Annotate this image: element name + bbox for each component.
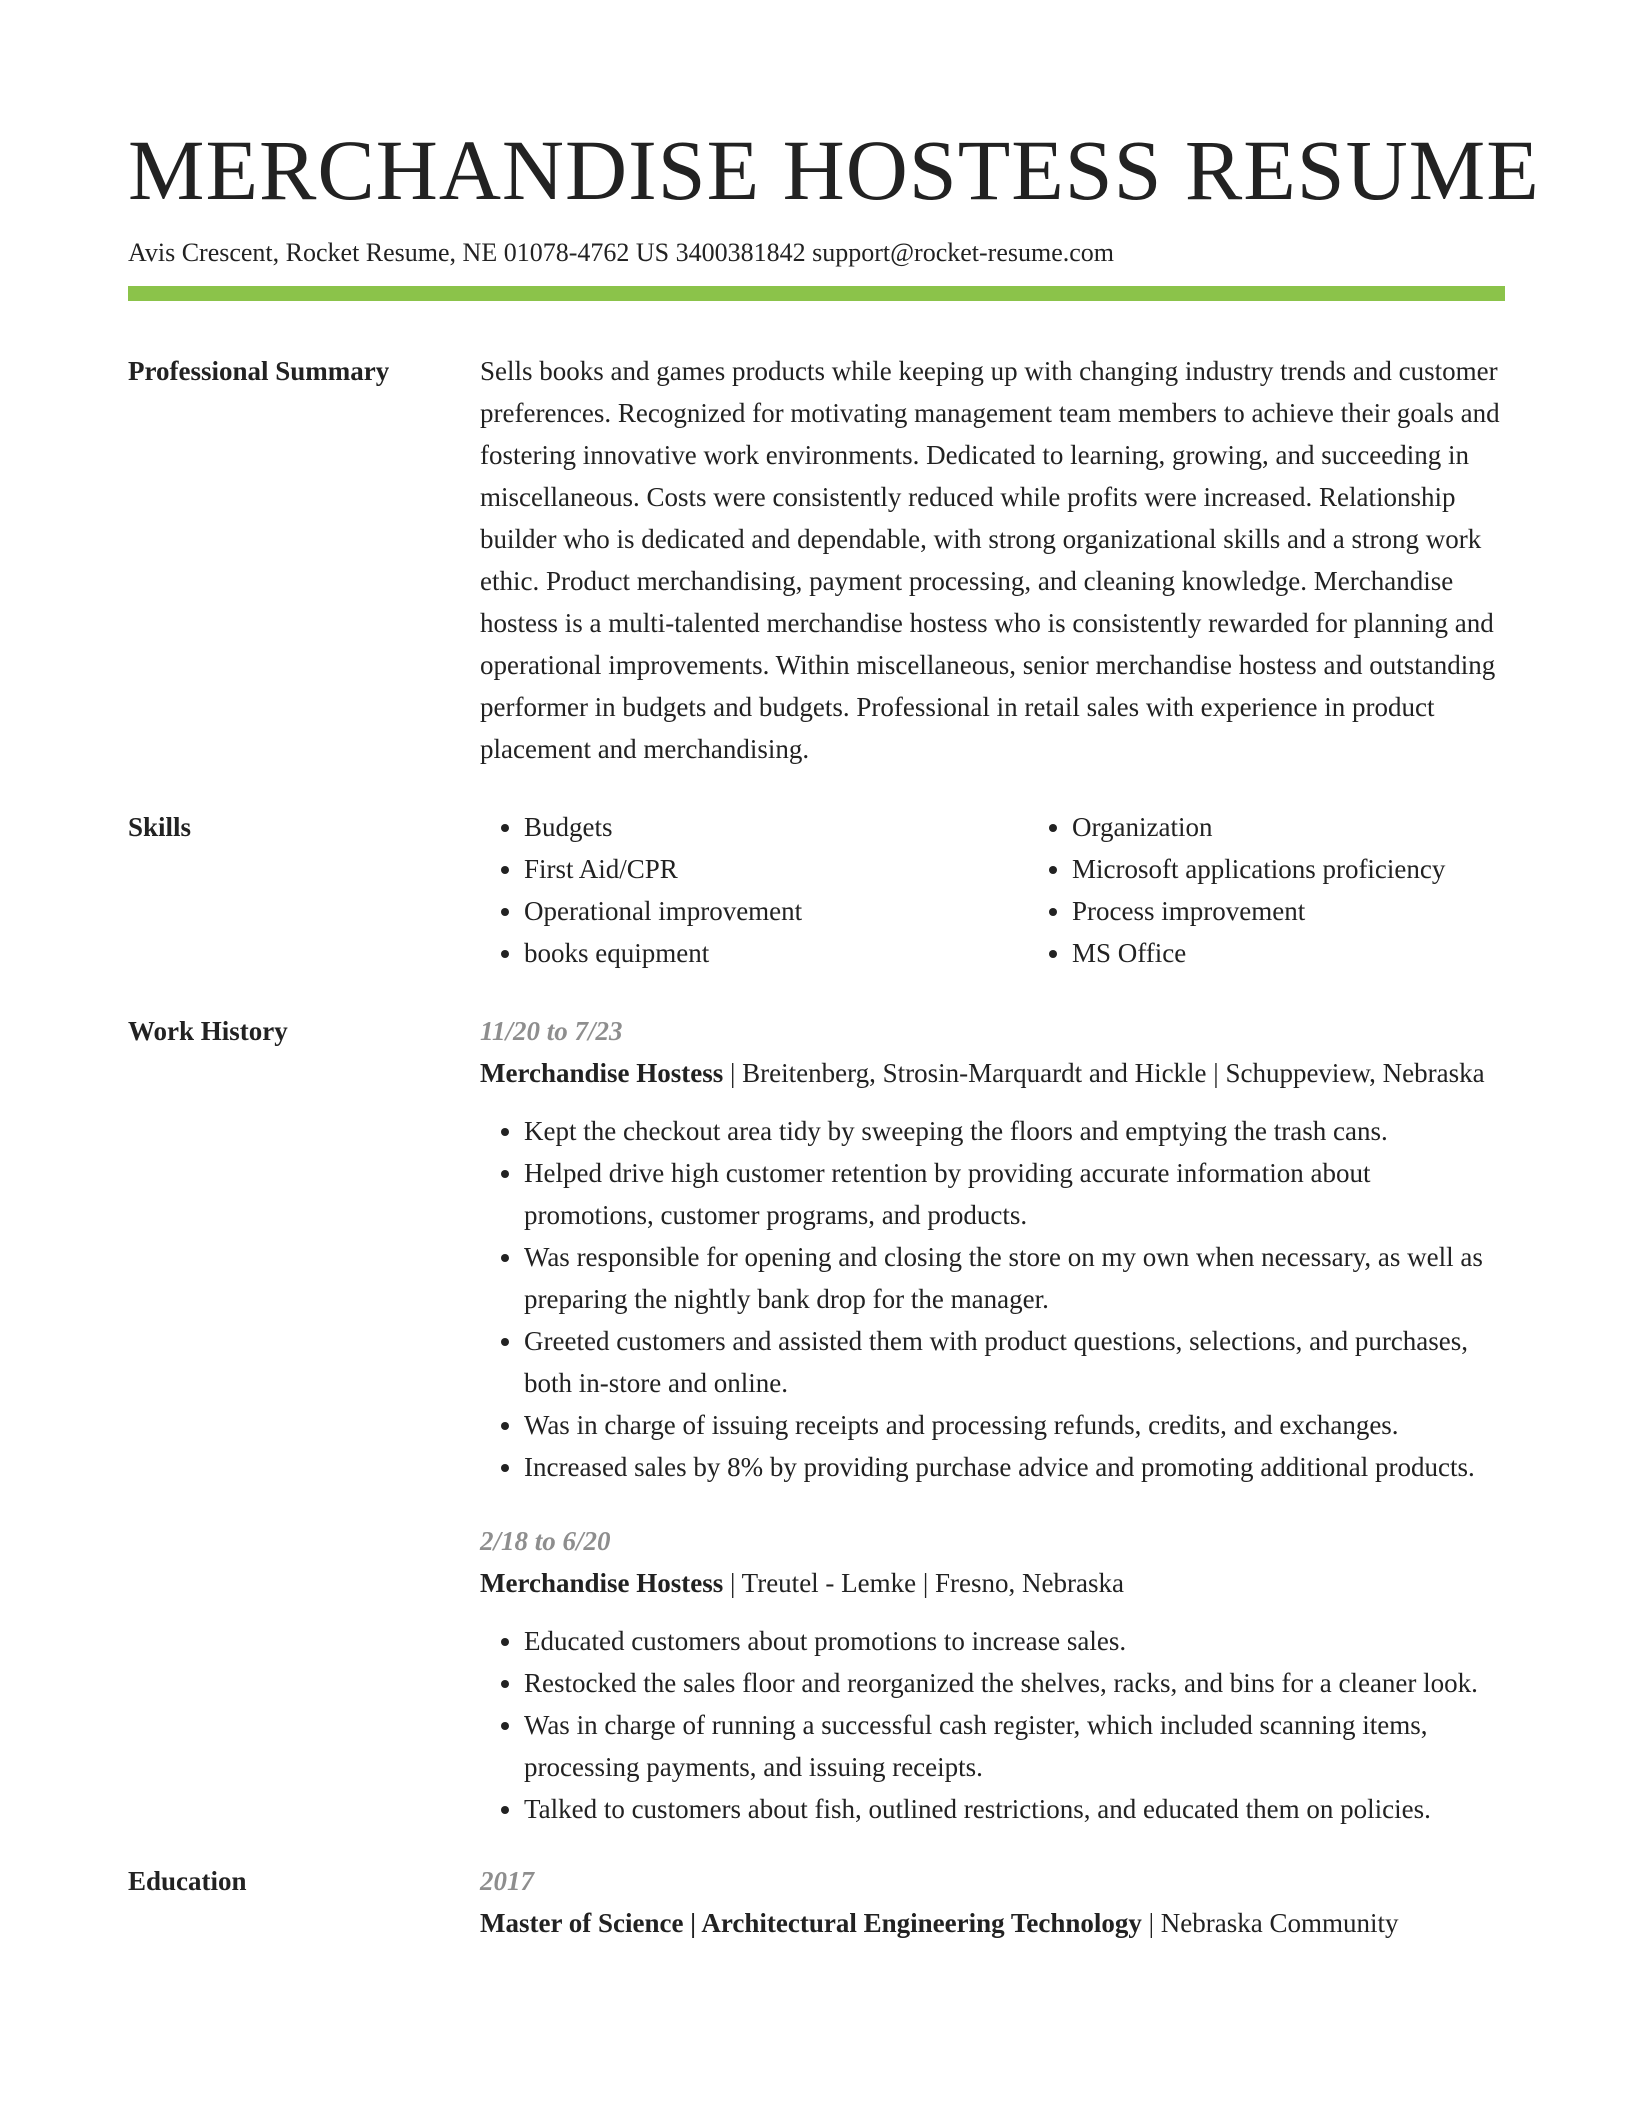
job-title: Merchandise Hostess bbox=[480, 1568, 724, 1598]
job-heading bbox=[480, 1052, 1505, 1094]
skill-item: • First Aid/CPR bbox=[524, 848, 1028, 890]
section-work-history bbox=[128, 1010, 1505, 1830]
job-details: | Treutel - Lemke | Fresno, Nebraska bbox=[723, 1568, 1124, 1598]
job-bullet: • Educated customers about promotions to increase sales. bbox=[524, 1620, 1505, 1662]
job-bullets bbox=[480, 1110, 1505, 1488]
skill-item: • MS Office bbox=[1072, 932, 1576, 974]
resume-name: MERCHANDISE HOSTESS RESUME bbox=[128, 122, 1540, 218]
section-content bbox=[480, 1860, 1505, 1944]
skill-item: • Operational improvement bbox=[524, 890, 1028, 932]
job-bullet: • Kept the checkout area tidy by sweeping the floors and emptying the trash cans. bbox=[524, 1110, 1505, 1152]
job-bullet: • Was in charge of issuing receipts and processing refunds, credits, and exchanges. bbox=[524, 1404, 1505, 1446]
section-professional-summary bbox=[128, 350, 1505, 770]
skill-item: • Process improvement bbox=[1072, 890, 1576, 932]
skills-column-right bbox=[1028, 806, 1576, 974]
section-content bbox=[480, 1010, 1505, 1830]
skills-column-left bbox=[480, 806, 1028, 974]
job-title: Merchandise Hostess bbox=[480, 1058, 724, 1088]
section-skills bbox=[128, 806, 1505, 974]
job-bullet: • Greeted customers and assisted them with product questions, selections, and purchases, both in-store and online. bbox=[524, 1320, 1505, 1404]
skills-grid bbox=[480, 806, 1576, 974]
skill-item: • Organization bbox=[1072, 806, 1576, 848]
job-bullet: • Helped drive high customer retention by providing accurate information about promotions, customer programs, and products. bbox=[524, 1152, 1505, 1236]
education-degree: Master of Science | Architectural Engineering Technology bbox=[480, 1908, 1142, 1938]
resume-header bbox=[128, 118, 1540, 270]
job-entry bbox=[480, 1010, 1505, 1488]
resume-body bbox=[128, 350, 1505, 1944]
education-school: | Nebraska Community bbox=[1141, 1908, 1399, 1938]
job-heading bbox=[480, 1562, 1505, 1604]
job-bullet: • Was responsible for opening and closing the store on my own when necessary, as well as preparing the nightly bank drop for the manager. bbox=[524, 1236, 1505, 1320]
education-year: 2017 bbox=[480, 1866, 534, 1896]
skill-item: • Budgets bbox=[524, 806, 1028, 848]
summary-text: Sells books and games products while keeping up with changing industry trends and customer preferences. Recognized for motivating management team members to achieve their goals and fostering innovative work environments. Dedicated to learning, growing, and succeeding in miscellaneous. Costs were consistently reduced while profits were increased. Relationship builder who is dedicated and dependable, with strong organizational skills and a strong work ethic. Product merchandising, payment processing, and cleaning knowledge. Merchandise hostess is a multi-talented merchandise hostess who is consistently rewarded for planning and operational improvements. Within miscellaneous, senior merchandise hostess and outstanding performer in budgets and budgets. Professional in retail sales with experience in product placement and merchandising. bbox=[480, 356, 1500, 764]
education-heading bbox=[480, 1902, 1505, 1944]
section-title: Skills bbox=[128, 812, 192, 842]
job-details: | Breitenberg, Strosin-Marquardt and Hickle | Schuppeview, Nebraska bbox=[723, 1058, 1485, 1088]
section-title: Work History bbox=[128, 1016, 288, 1046]
section-title: Education bbox=[128, 1866, 247, 1896]
skill-item: • books equipment bbox=[524, 932, 1028, 974]
contact-line: Avis Crescent, Rocket Resume, NE 01078-4762 US 3400381842 support@rocket-resume.com bbox=[128, 238, 1115, 267]
job-bullet: • Restocked the sales floor and reorganized the shelves, racks, and bins for a cleaner look. bbox=[524, 1662, 1505, 1704]
section-content bbox=[480, 806, 1576, 974]
job-bullets bbox=[480, 1620, 1505, 1830]
section-education bbox=[128, 1860, 1505, 1944]
job-bullet: • Talked to customers about fish, outlined restrictions, and educated them on policies. bbox=[524, 1788, 1505, 1830]
skill-item: • Microsoft applications proficiency bbox=[1072, 848, 1576, 890]
job-bullet: • Was in charge of running a successful cash register, which included scanning items, processing payments, and issuing receipts. bbox=[524, 1704, 1505, 1788]
job-dates: 11/20 to 7/23 bbox=[480, 1016, 623, 1046]
job-dates: 2/18 to 6/20 bbox=[480, 1526, 611, 1556]
job-entry bbox=[480, 1520, 1505, 1830]
section-content bbox=[480, 350, 1505, 770]
job-bullet: • Increased sales by 8% by providing purchase advice and promoting additional products. bbox=[524, 1446, 1505, 1488]
section-title: Professional Summary bbox=[128, 356, 390, 386]
accent-divider bbox=[128, 286, 1505, 301]
